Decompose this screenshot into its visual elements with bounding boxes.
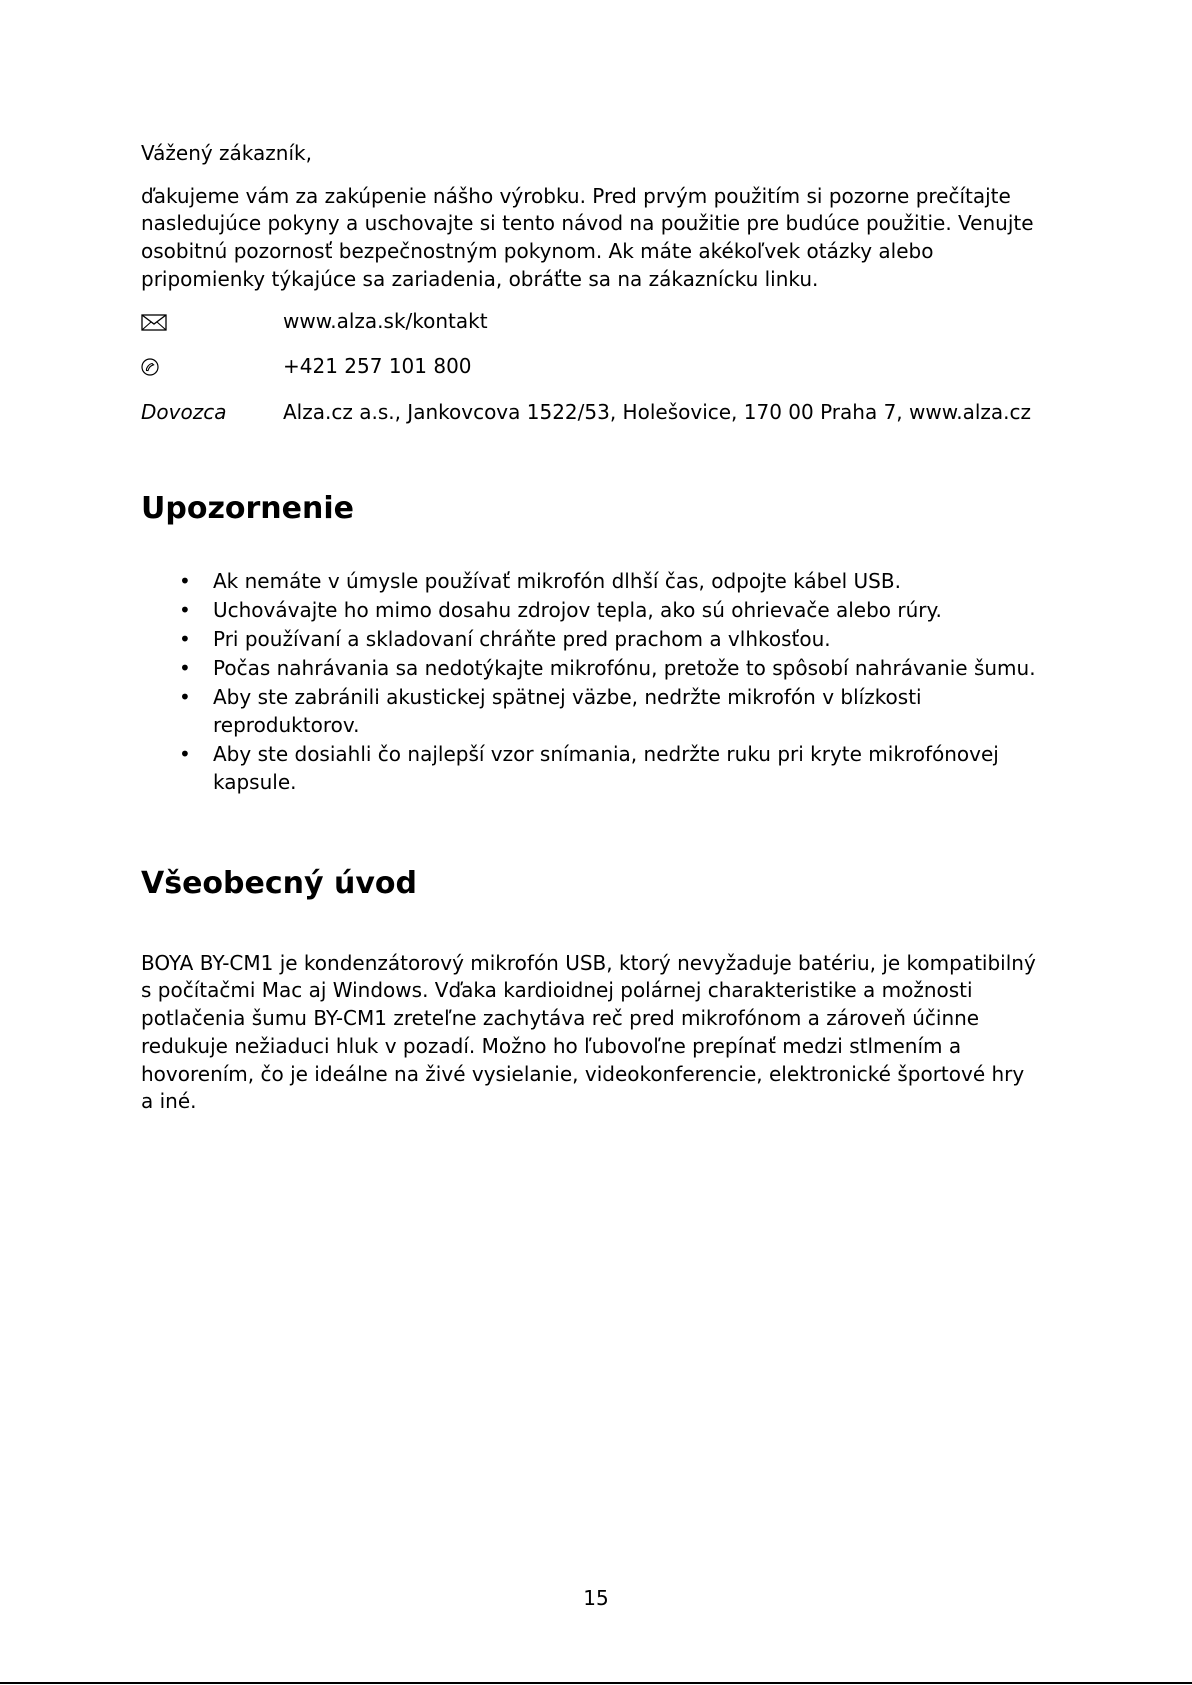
list-item-text: Uchovávajte ho mimo dosahu zdrojov tepla, ako sú ohrievače alebo rúry. bbox=[213, 597, 942, 622]
list-item bbox=[141, 741, 1041, 796]
contact-web-link[interactable]: www.alza.sk/kontakt bbox=[283, 308, 488, 333]
greeting: Vážený zákazník, bbox=[141, 141, 312, 165]
contact-web-key bbox=[141, 308, 283, 336]
bullet-icon: • bbox=[179, 568, 191, 593]
list-item bbox=[141, 597, 1041, 625]
contact-phone-row bbox=[141, 353, 1041, 381]
bullet-icon: • bbox=[179, 627, 191, 652]
general-heading: Všeobecný úvod bbox=[141, 865, 417, 901]
warning-heading: Upozornenie bbox=[141, 490, 355, 526]
warning-list bbox=[141, 568, 1041, 797]
phone-icon bbox=[141, 358, 159, 376]
list-item bbox=[141, 655, 1041, 683]
list-item-text: Pri používaní a skladovaní chráňte pred prachom a vlhkosťou. bbox=[213, 627, 831, 652]
intro-paragraph: ďakujeme vám za zakúpenie nášho výrobku. Pred prvým použitím si pozorne prečítajte nasledujúce pokyny a uschovajte si tento návod na použitie pre budúce použitie. Venujte osobitnú pozornosť bezpečnostným pokynom. Ak máte akékoľvek otázky alebo pripomienky týkajúce sa zariadenia, obráťte sa na zákaznícku linku. bbox=[141, 183, 1034, 291]
importer-address: Alza.cz a.s., Jankovcova 1522/53, Holešovice, 170 00 Praha 7, www.alza.cz bbox=[283, 399, 1032, 424]
list-item bbox=[141, 684, 1041, 739]
bullet-icon: • bbox=[179, 597, 191, 622]
list-item-text: Počas nahrávania sa nedotýkajte mikrofónu, pretože to spôsobí nahrávanie šumu. bbox=[213, 656, 1036, 681]
general-paragraph: BOYA BY-CM1 je kondenzátorový mikrofón USB, ktorý nevyžaduje batériu, je kompatibilný s počítačmi Mac aj Windows. Vďaka kardioidnej polárnej charakteristike a možnosti potlačenia šumu BY-CM1 zreteľne zachytáva reč pred mikrofónom a zároveň účinne redukuje nežiaduci hluk v pozadí. Možno ho ľubovoľne prepínať medzi stlmením a hovorením, čo je ideálne na živé vysielanie, videokonferencie, elektronické športové hry a iné. bbox=[141, 950, 1036, 1114]
page-content bbox=[141, 140, 1041, 1116]
page-number: 15 bbox=[583, 1586, 609, 1610]
list-item-text: Aby ste dosiahli čo najlepší vzor snímania, nedržte ruku pri kryte mikrofónovej kapsule. bbox=[213, 742, 999, 795]
bullet-icon: • bbox=[179, 742, 191, 767]
contact-importer-row bbox=[141, 399, 1041, 427]
importer-label: Dovozca bbox=[141, 399, 227, 424]
contact-web-row bbox=[141, 308, 1041, 336]
bullet-icon: • bbox=[179, 685, 191, 710]
bullet-icon: • bbox=[179, 656, 191, 681]
envelope-icon bbox=[141, 314, 167, 331]
contact-phone-key bbox=[141, 353, 283, 381]
bottom-divider bbox=[0, 1682, 1192, 1684]
list-item-text: Aby ste zabránili akustickej spätnej väzbe, nedržte mikrofón v blízkosti reproduktorov. bbox=[213, 685, 922, 738]
contact-phone-number[interactable]: +421 257 101 800 bbox=[283, 354, 472, 379]
list-item-text: Ak nemáte v úmysle používať mikrofón dlhší čas, odpojte kábel USB. bbox=[213, 568, 901, 593]
list-item bbox=[141, 626, 1041, 654]
list-item bbox=[141, 568, 1041, 596]
